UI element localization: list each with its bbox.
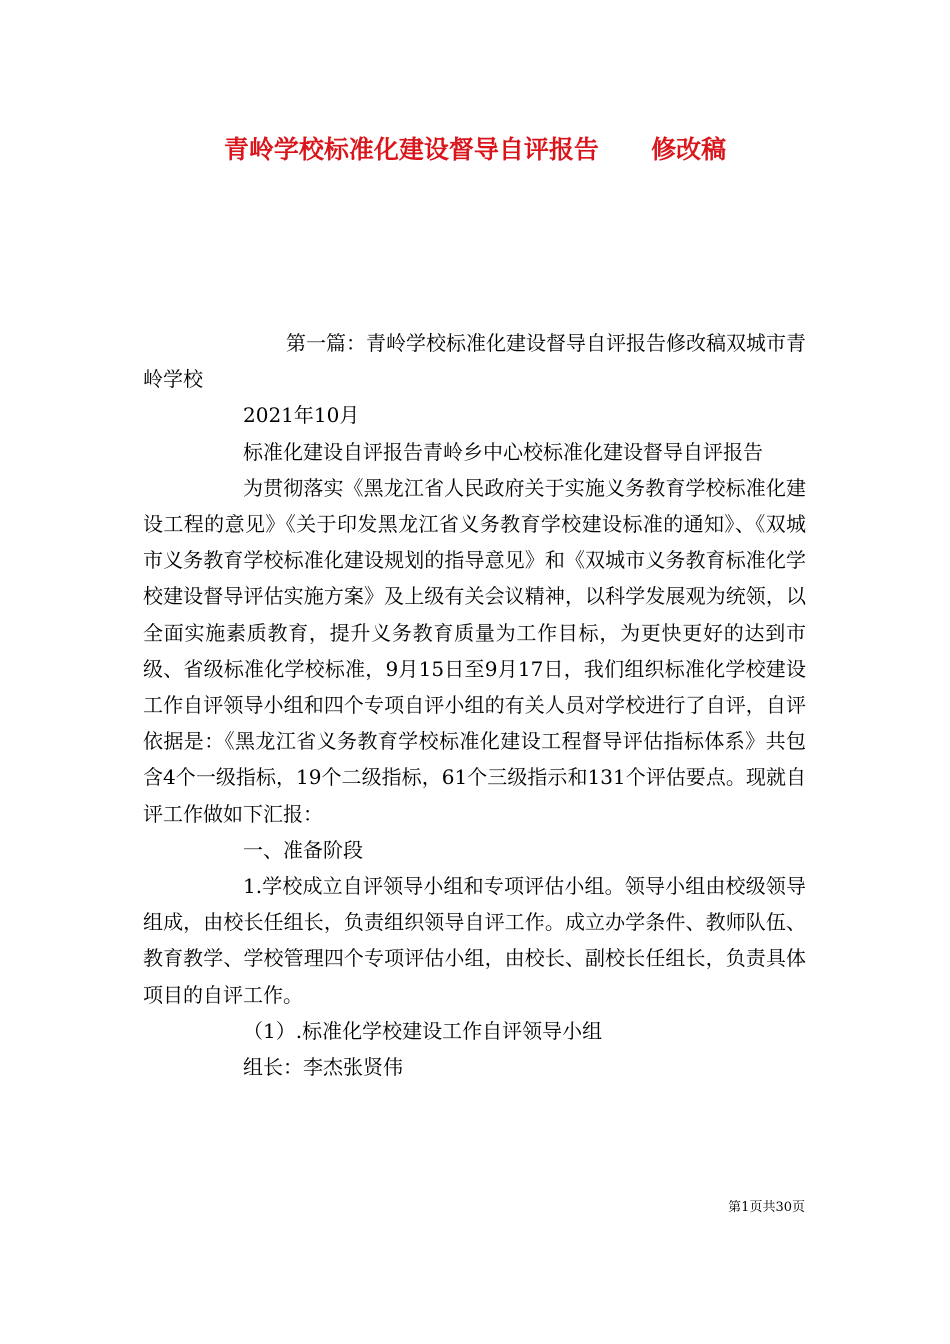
paragraph-leader: 组长：李杰张贤伟 xyxy=(243,1055,403,1080)
paragraph-heading: 第一篇：青岭学校标准化建设督导自评报告修改稿双城市青岭学校 xyxy=(143,331,806,392)
document-title: 青岭学校标准化建设督导自评报告 修改稿 xyxy=(223,135,727,164)
section-heading: 一、准备阶段 xyxy=(243,837,363,862)
document-body xyxy=(143,325,806,1085)
page-number: 第1页共30页 xyxy=(728,1200,805,1215)
paragraph-subitem-1: （1）.标准化学校建设工作自评领导小组 xyxy=(243,1018,603,1043)
paragraph-item-1: 1.学校成立自评领导小组和专项评估小组。领导小组由校级领导组成，由校长任组长，负责组织领导自评工作。成立办学条件、教师队伍、教育教学、学校管理四个专项评估小组，由校长、副校长任组长，负责具体项目的自评工作。 xyxy=(143,874,806,1007)
paragraph-subtitle: 标准化建设自评报告青岭乡中心校标准化建设督导自评报告 xyxy=(243,439,763,464)
paragraph-intro: 为贯彻落实《黑龙江省人民政府关于实施义务教育学校标准化建设工程的意见》《关于印发黑龙江省义务教育学校建设标准的通知》、《双城市义务教育学校标准化建设规划的指导意见》和《双城市义务教育标准化学校建设督导评估实施方案》及上级有关会议精神，以科学发展观为统领，以全面实施素质教育，提升义务教育质量为工作目标，为更快更好的达到市级、省级标准化学校标准，9月15日至9月17日，我们组织标准化学校建设工作自评领导小组和四个专项自评小组的有关人员对学校进行了自评，自评依据是：《黑龙江省义务教育学校标准化建设工程督导评估指标体系》共包含4个一级指标，19个二级指标，61个三级指示和131个评估要点。现就自评工作做如下汇报： xyxy=(143,475,806,826)
paragraph-date: 2021年10月 xyxy=(243,403,360,428)
